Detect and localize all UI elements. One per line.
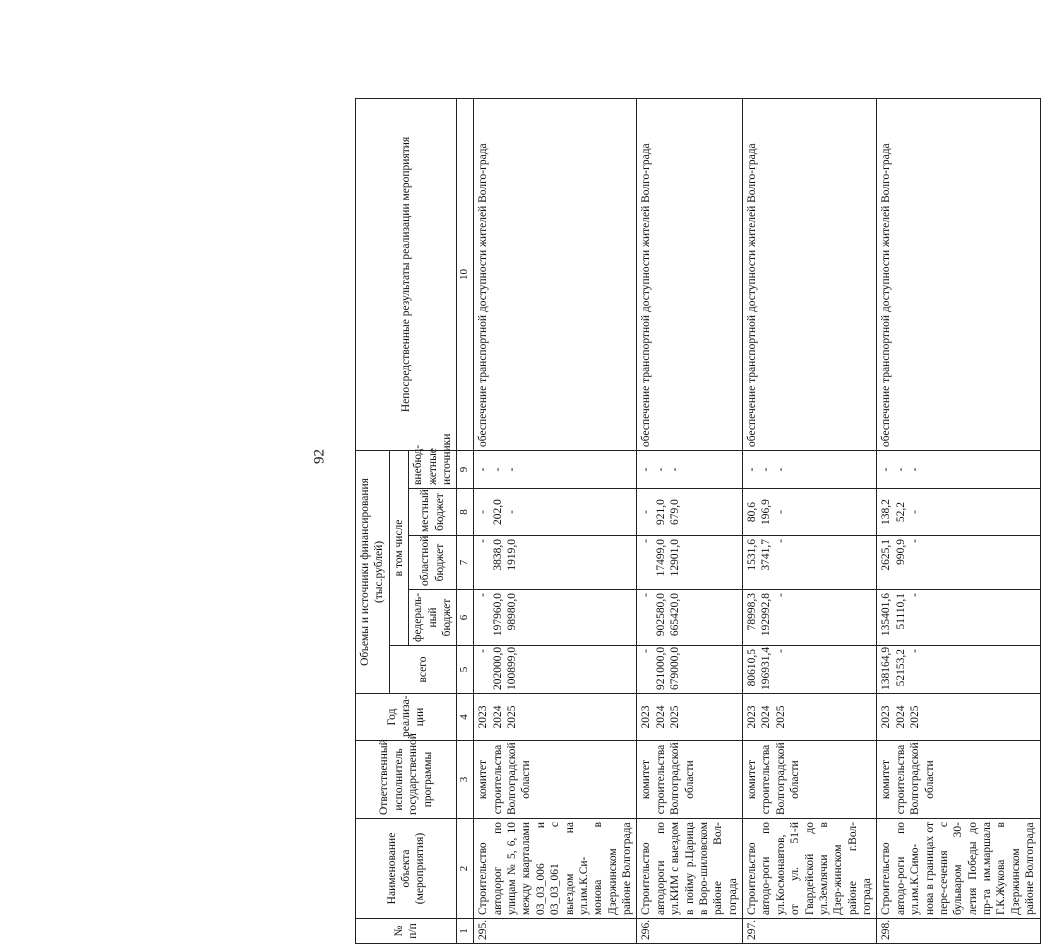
- regional-budget: 2625,1 990,9 -: [877, 536, 1040, 590]
- table-row: [743, 99, 877, 944]
- responsible-executor: комитет строительства Волгоградской области: [474, 741, 637, 819]
- table-row: [877, 99, 1040, 944]
- regional-budget: - 17499,0 12901,0: [637, 536, 743, 590]
- column-number: 8: [457, 489, 474, 536]
- header-name: Наименование объекта (мероприятия): [356, 819, 457, 919]
- federal-budget: 78998,3 192992,8 -: [743, 590, 877, 646]
- rotated-table-wrapper: [355, 98, 1037, 944]
- responsible-executor: комитет строительства Волгоградской области: [637, 741, 743, 819]
- regional-budget: 1531,6 3741,7 -: [743, 536, 877, 590]
- years: 2023 2024 2025: [743, 694, 877, 741]
- table-row: [637, 99, 743, 944]
- extra-budgetary: - - -: [743, 450, 877, 488]
- financing-table: [355, 98, 1041, 944]
- header-federal: федераль-ный бюджет: [409, 590, 457, 646]
- total-amount: 80610,5 196931,4 -: [743, 646, 877, 694]
- column-number: 9: [457, 450, 474, 488]
- header-responsible: Ответственный исполнитель государственной программы: [356, 741, 457, 819]
- extra-budgetary: - - -: [474, 450, 637, 488]
- table-row: [474, 99, 637, 944]
- regional-budget: - 3838,0 1919,0: [474, 536, 637, 590]
- column-number: 1: [457, 919, 474, 944]
- column-number: 10: [457, 99, 474, 451]
- extra-budgetary: - - -: [877, 450, 1040, 488]
- direct-result: обеспечение транспортной доступности жителей Волго-града: [877, 99, 1040, 451]
- row-number: 295.: [474, 919, 637, 944]
- responsible-executor: комитет строительства Волгоградской области: [877, 741, 1040, 819]
- object-name: Строительство автодо-роги по ул.им.К.Симо-нова в границах от пере-сечения с бульваром 30-летия Победы до пр-та им.маршала Г.К.Жукова в Дзержинском районе Волгограда: [877, 819, 1040, 919]
- direct-result: обеспечение транспортной доступности жителей Волго-града: [743, 99, 877, 451]
- total-amount: - 202000,0 100899,0: [474, 646, 637, 694]
- total-amount: - 921000,0 679000,0: [637, 646, 743, 694]
- years: 2023 2024 2025: [877, 694, 1040, 741]
- row-number: 296.: [637, 919, 743, 944]
- header-total: всего: [389, 646, 457, 694]
- column-number: 3: [457, 741, 474, 819]
- header-extra: внебюд-жетные источники: [409, 450, 457, 488]
- local-budget: - 921,0 679,0: [637, 489, 743, 536]
- extra-budgetary: - - -: [637, 450, 743, 488]
- page-number: 92: [311, 449, 328, 464]
- header-year: Год реализа-ции: [356, 694, 457, 741]
- column-number: 2: [457, 819, 474, 919]
- total-amount: 138164,9 52153,2 -: [877, 646, 1040, 694]
- header-regional: областной бюджет: [409, 536, 457, 590]
- column-number: 4: [457, 694, 474, 741]
- object-name: Строительство автодорог по улицам № 5, 6, 10 между кварталами 03_03_006 и 03_03_061 с выездом на ул.им.К.Си-монова в Дзержинском районе Волгограда: [474, 819, 637, 919]
- header-volumes: Объемы и источники финансирования (тыс.рублей): [356, 450, 390, 693]
- federal-budget: 135401,6 51110,1 -: [877, 590, 1040, 646]
- column-number: 5: [457, 646, 474, 694]
- direct-result: обеспечение транспортной доступности жителей Волго-града: [637, 99, 743, 451]
- column-number: 7: [457, 536, 474, 590]
- federal-budget: - 197960,0 98980,0: [474, 590, 637, 646]
- header-local: местный бюджет: [409, 489, 457, 536]
- header-including: в том числе: [389, 450, 408, 645]
- federal-budget: - 902580,0 665420,0: [637, 590, 743, 646]
- row-number: 298.: [877, 919, 1040, 944]
- object-name: Строительство автодо-роги по ул.Космонавтов, от ул. 51-й Гвардейской до ул.Землячки в Дзер-жинском районе г.Вол-гограда: [743, 819, 877, 919]
- responsible-executor: комитет строительства Волгоградской области: [743, 741, 877, 819]
- local-budget: - 202,0 -: [474, 489, 637, 536]
- object-name: Строительство автодороги по ул.КИМ с выездом в пойму р.Царица в Воро-шиловском районе Вол-гограда: [637, 819, 743, 919]
- header-result: Непосредственные результаты реализации мероприятия: [356, 99, 457, 451]
- local-budget: 138,2 52,2 -: [877, 489, 1040, 536]
- row-number: 297.: [743, 919, 877, 944]
- years: 2023 2024 2025: [474, 694, 637, 741]
- years: 2023 2024 2025: [637, 694, 743, 741]
- local-budget: 80,6 196,9 -: [743, 489, 877, 536]
- direct-result: обеспечение транспортной доступности жителей Волго-града: [474, 99, 637, 451]
- column-number: 6: [457, 590, 474, 646]
- header-num: № п/п: [356, 919, 457, 944]
